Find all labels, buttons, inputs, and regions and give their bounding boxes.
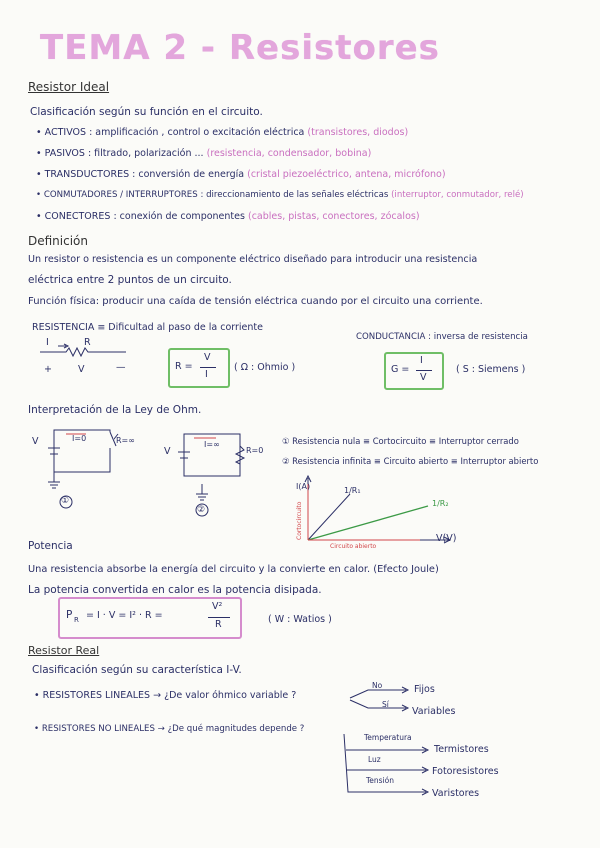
bullet-text: → ¿De valor óhmico variable ? <box>153 690 297 701</box>
ideal-intro: Clasificación según su función en el circuito. <box>30 106 263 118</box>
bullet-text: : filtrado, polarización ... <box>87 148 204 159</box>
power-denominator: R <box>215 619 222 630</box>
graph-circuito-abierto: Circuito abierto <box>330 543 377 550</box>
circuit1-number: ① <box>61 496 70 506</box>
graph-line1-label: 1/R₁ <box>344 486 361 495</box>
definicion-line3: Función física: producir una caída de tensión eléctrica cuando por el circuito una corriente. <box>28 296 483 307</box>
formula-numerator: V <box>204 352 211 363</box>
bullet-text: : conexión de componentes <box>113 211 245 222</box>
definicion-line1: Un resistor o resistencia es un componente eléctrico diseñado para introducir una resistencia <box>28 254 478 265</box>
bullet-label: • PASIVOS <box>36 148 85 159</box>
formula-lhs: R = <box>175 361 193 372</box>
power-unit: ( W : Watios ) <box>268 614 332 625</box>
result-variables: Variables <box>412 706 456 717</box>
ideal-bullet-conectores <box>36 211 420 222</box>
fraction-bar <box>416 370 432 371</box>
bullet-text: : amplificación , control o excitación eléctrica <box>89 127 305 138</box>
definicion-line2: eléctrica entre 2 puntos de un circuito. <box>28 274 232 286</box>
result-termistores: Termistores <box>434 744 489 755</box>
label-si: Sí <box>382 700 389 709</box>
label-temperatura: Temperatura <box>364 733 412 742</box>
bullet-text: → ¿De qué magnitudes depende ? <box>157 724 305 734</box>
conductance-formula-box <box>384 352 444 390</box>
heading-resistor-ideal: Resistor Ideal <box>28 80 110 94</box>
resistor-v-label: V <box>78 364 85 375</box>
bullet-label: • TRANSDUCTORES <box>36 169 129 180</box>
heading-ley-ohm: Interpretación de la Ley de Ohm. <box>28 404 202 416</box>
ideal-bullet-activos <box>36 127 408 138</box>
result-varistores: Varistores <box>432 788 480 799</box>
bullet-examples: (transistores, diodos) <box>307 127 409 138</box>
resistencia-label: RESISTENCIA ≡ Dificultad al paso de la corriente <box>32 322 263 333</box>
formula-denominator: V <box>420 372 427 383</box>
bullet-label: • ACTIVOS <box>36 127 86 138</box>
graph-xlabel: V(V) <box>436 533 457 544</box>
power-lhs: P <box>66 609 73 621</box>
label-luz: Luz <box>368 755 381 764</box>
formula-lhs: G = <box>391 364 410 375</box>
page-title: TEMA 2 - Resistores <box>40 28 440 68</box>
ohm-note1: ① Resistencia nula ≡ Cortocircuito ≡ Interruptor cerrado <box>282 436 519 446</box>
bullet-text: : conversión de energía <box>132 169 245 180</box>
circuit2-number: ② <box>197 505 206 515</box>
power-middle: = I · V = I² · R = <box>86 610 163 621</box>
label-no: No <box>372 681 383 690</box>
fraction-bar <box>208 617 230 618</box>
ideal-bullet-pasivos <box>36 148 371 159</box>
plus-sign: + <box>44 364 52 375</box>
real-bullet-lineales <box>34 690 296 701</box>
resistance-formula-box <box>168 348 230 388</box>
conductance-unit: ( S : Siemens ) <box>456 364 526 375</box>
label-tension: Tensión <box>366 776 395 785</box>
potencia-line2: La potencia convertida en calor es la potencia disipada. <box>28 584 322 596</box>
result-fotoresistores: Fotoresistores <box>432 766 499 777</box>
circuit1-v: V <box>32 436 39 447</box>
resistance-unit: ( Ω : Ohmio ) <box>234 362 296 373</box>
conductancia-label: CONDUCTANCIA : inversa de resistencia <box>356 332 528 342</box>
ideal-bullet-conmutadores <box>36 190 524 200</box>
heading-definicion: Definición <box>28 234 88 248</box>
ohm-note2: ② Resistencia infinita ≡ Circuito abierto ≡ Interruptor abierto <box>282 456 539 466</box>
heading-potencia: Potencia <box>28 540 73 552</box>
resistor-r-label: R <box>84 337 91 348</box>
bullet-examples: (cristal piezoeléctrico, antena, micrófono) <box>247 169 446 180</box>
power-subscript: R <box>74 616 79 624</box>
bullet-label: • RESISTORES NO LINEALES <box>34 724 155 734</box>
bullet-label: • CONMUTADORES / INTERRUPTORES <box>36 190 198 200</box>
result-fijos: Fijos <box>414 684 435 695</box>
bullet-text: : direccionamiento de las señales eléctricas <box>200 190 389 200</box>
graph-line2-label: 1/R₂ <box>432 499 449 508</box>
bullet-label: • CONECTORES <box>36 211 110 222</box>
circuit1-current: I=0 <box>72 434 87 443</box>
formula-numerator: I <box>420 355 423 366</box>
bullet-examples: (cables, pistas, conectores, zócalos) <box>247 211 420 222</box>
graph-ylabel: I(A) <box>296 482 311 491</box>
resistor-i-label: I <box>46 337 49 348</box>
real-intro: Clasificación según su característica I-V. <box>32 664 242 676</box>
ideal-bullet-transductores <box>36 169 446 180</box>
power-numerator: V² <box>212 601 223 612</box>
power-formula-box <box>58 597 242 639</box>
heading-resistor-real: Resistor Real <box>28 644 100 657</box>
formula-denominator: I <box>205 369 208 380</box>
bullet-examples: (resistencia, condensador, bobina) <box>206 148 372 159</box>
fraction-bar <box>200 367 216 368</box>
bullet-label: • RESISTORES LINEALES <box>34 690 150 701</box>
circuit2-resistance: R=0 <box>246 446 264 455</box>
bullet-examples: (interruptor, conmutador, relé) <box>391 190 524 200</box>
resistor-symbol <box>36 344 156 364</box>
circuit2-current: I=∞ <box>204 440 220 449</box>
real-bullet-no-lineales <box>34 724 304 734</box>
graph-cortocircuito: Cortocircuito <box>296 501 303 540</box>
circuit1-resistance: R=∞ <box>116 436 135 445</box>
circuit2-v: V <box>164 446 171 457</box>
minus-sign: — <box>116 362 126 373</box>
circuit-short <box>172 424 282 524</box>
potencia-line1: Una resistencia absorbe la energía del circuito y la convierte en calor. (Efecto Joule) <box>28 564 439 575</box>
